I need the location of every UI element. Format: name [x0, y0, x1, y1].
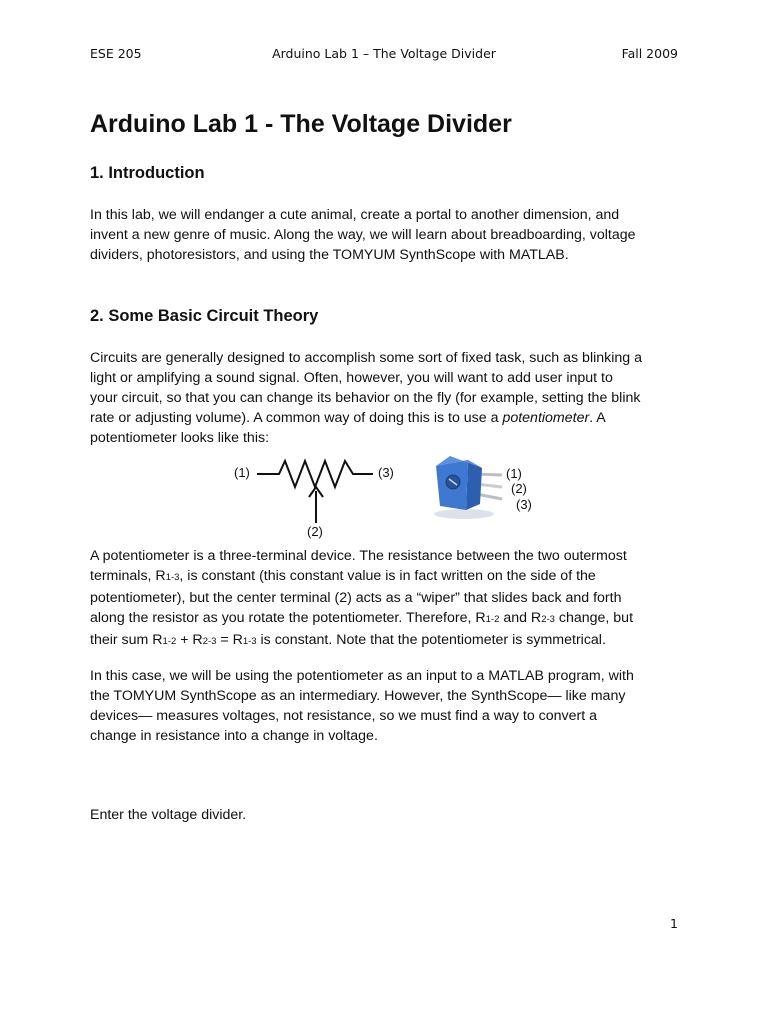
- text-span: terminals, R: [90, 568, 166, 584]
- page-number: 1: [670, 916, 678, 931]
- text-span: = R: [216, 632, 243, 648]
- text-line: potentiometer), but the center terminal (2) acts as a “wiper” that slides back and forth: [90, 590, 622, 606]
- potentiometer-description: [90, 546, 690, 652]
- text-span: along the resistor as you rotate the potentiometer. Therefore, R: [90, 610, 486, 626]
- potentiometer-photo: [426, 448, 506, 522]
- potentiometer-schematic: [255, 455, 375, 525]
- schematic-terminal-1-label: (1): [234, 465, 250, 480]
- photo-terminal-2-label: (2): [511, 481, 527, 496]
- text-line: In this case, we will be using the potentiometer as an input to a MATLAB program, with: [90, 668, 634, 684]
- intro-paragraph: [90, 205, 690, 265]
- text-line: invent a new genre of music. Along the way, we will learn about breadboarding, voltage: [90, 227, 636, 243]
- text-line: devices— measures voltages, not resistance, so we must find a way to convert a: [90, 708, 598, 724]
- photo-shadow: [434, 509, 494, 519]
- resistor-zigzag: [257, 461, 373, 487]
- text-line: In this lab, we will endanger a cute animal, create a portal to another dimension, and: [90, 207, 620, 223]
- header-term: Fall 2009: [621, 46, 678, 61]
- text-span: their sum R: [90, 632, 163, 648]
- text-line: [90, 630, 690, 652]
- page-title: Arduino Lab 1 - The Voltage Divider: [90, 110, 512, 138]
- text-span: rate or adjusting volume). A common way of doing this is to use a: [90, 410, 503, 426]
- voltage-divider-intro: Enter the voltage divider.: [90, 807, 247, 823]
- subscript: 2-3: [202, 636, 217, 647]
- subscript: 1-2: [162, 636, 177, 647]
- text-line: [90, 608, 690, 630]
- text-line: change in resistance into a change in voltage.: [90, 728, 378, 744]
- text-span: and R: [499, 610, 542, 626]
- text-line: [90, 566, 690, 588]
- text-line: A potentiometer is a three-terminal device. The resistance between the two outermost: [90, 548, 627, 564]
- matlab-paragraph: [90, 666, 690, 746]
- header-course: ESE 205: [90, 46, 142, 61]
- emphasis-potentiometer: potentiometer: [502, 410, 590, 426]
- text-span: , is constant (this constant value is in fact written on the side of the: [179, 568, 596, 584]
- subscript: 1-3: [242, 636, 257, 647]
- section-heading-introduction: 1. Introduction: [90, 164, 205, 182]
- text-line: the TOMYUM SynthScope as an intermediary. However, the SynthScope— like many: [90, 688, 626, 704]
- photo-body-side: [466, 460, 482, 510]
- section-heading-circuit-theory: 2. Some Basic Circuit Theory: [90, 307, 319, 325]
- photo-terminal-3-label: (3): [516, 497, 532, 512]
- text-line: dividers, photoresistors, and using the TOMYUM SynthScope with MATLAB.: [90, 247, 569, 263]
- text-line: Circuits are generally designed to accomplish some sort of fixed task, such as blinking a: [90, 350, 643, 366]
- text-span: . A: [589, 410, 606, 426]
- text-span: + R: [176, 632, 203, 648]
- photo-terminal-1-label: (1): [506, 466, 522, 481]
- text-line: your circuit, so that you can change its behavior on the fly (for example, setting the blink: [90, 390, 641, 406]
- text-span: change, but: [554, 610, 634, 626]
- header-doc-title: Arduino Lab 1 – The Voltage Divider: [272, 46, 496, 61]
- circuit-theory-paragraph: [90, 348, 690, 448]
- subscript: 1-2: [485, 614, 500, 625]
- subscript: 1-3: [165, 572, 180, 583]
- text-line: potentiometer looks like this:: [90, 430, 270, 446]
- subscript: 2-3: [541, 614, 555, 625]
- text-span: is constant. Note that the potentiometer is symmetrical.: [256, 632, 606, 648]
- schematic-terminal-2-label: (2): [307, 524, 323, 539]
- text-line: light or amplifying a sound signal. Often, however, you will want to add user input to: [90, 370, 613, 386]
- schematic-terminal-3-label: (3): [378, 465, 394, 480]
- text-line: [90, 408, 690, 428]
